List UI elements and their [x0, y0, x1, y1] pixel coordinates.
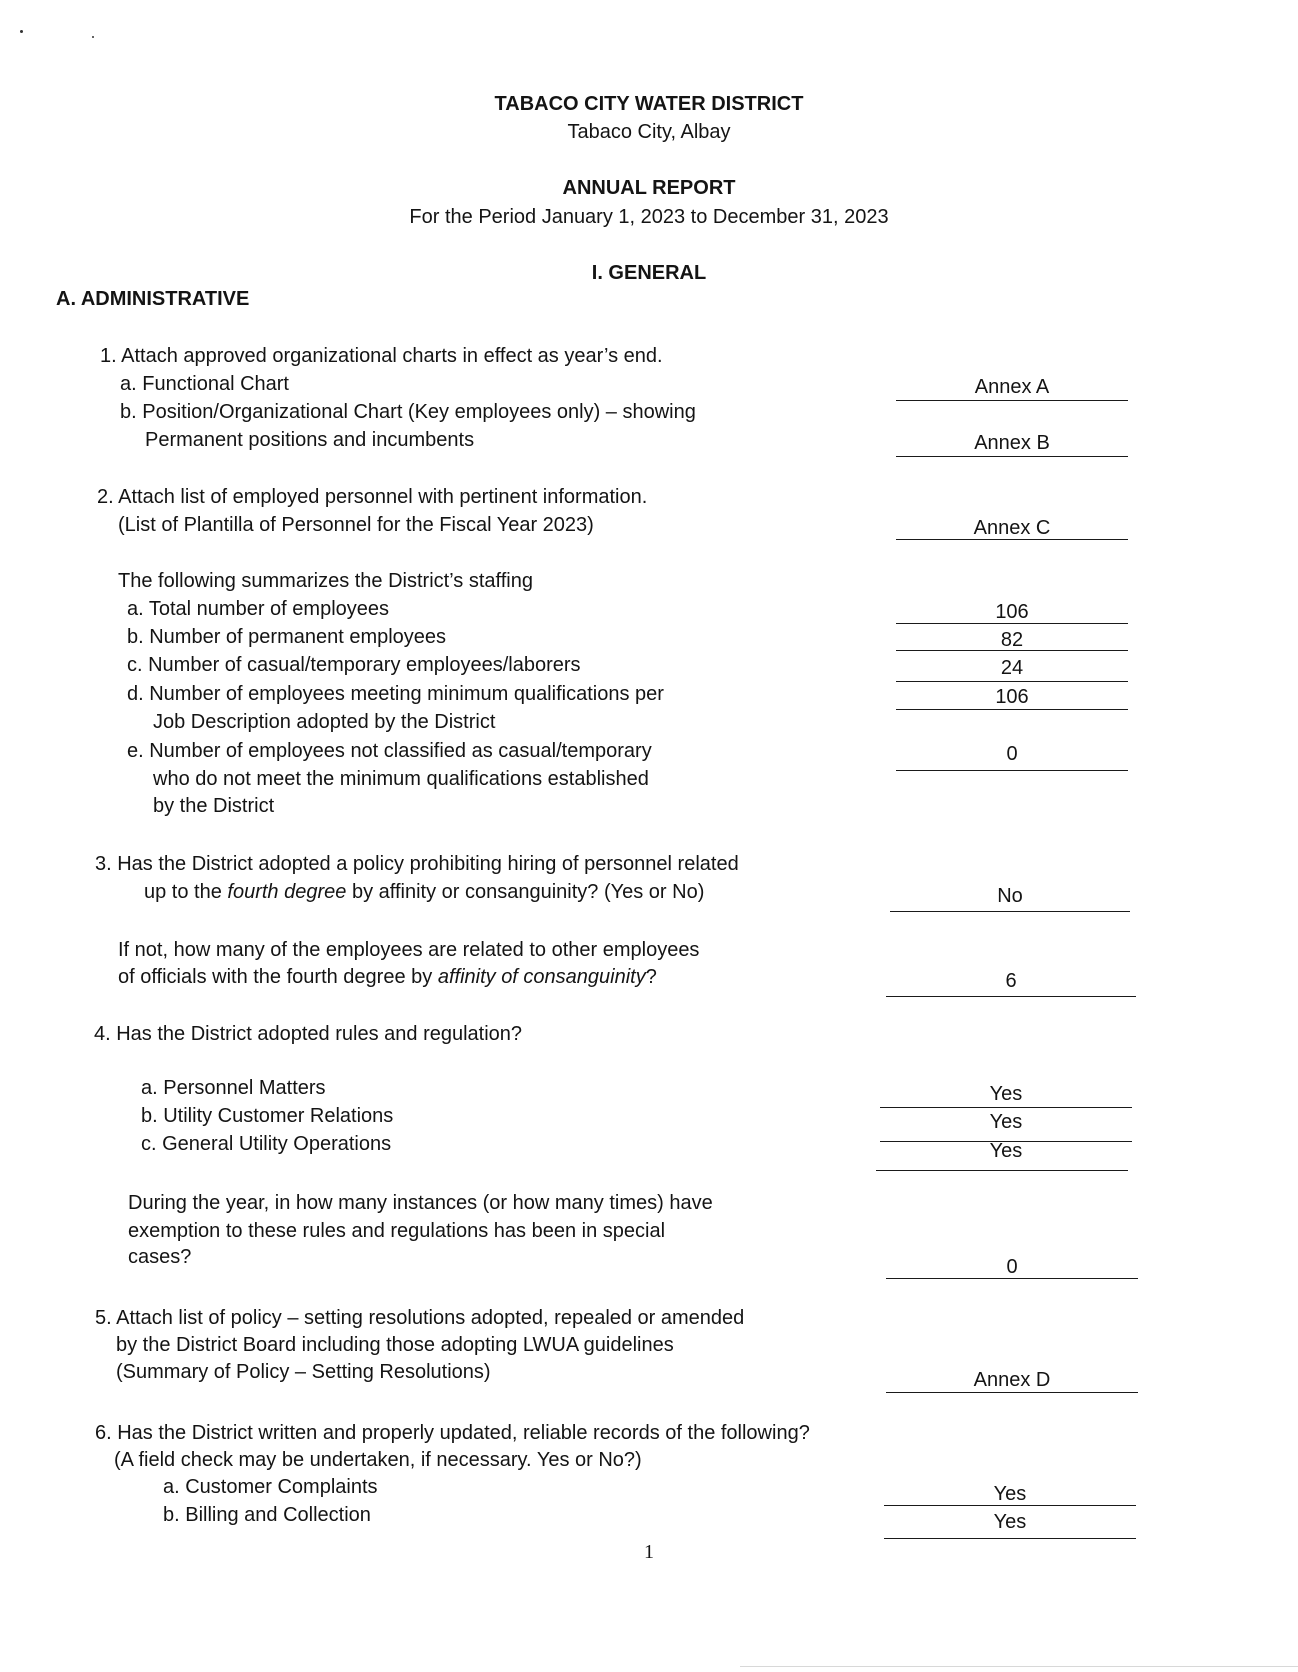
staffing-e: e. Number of employees not classified as casual/temporary — [127, 740, 652, 762]
answer-staffing-d: 106 — [995, 686, 1029, 708]
staffing-e-cont: who do not meet the minimum qualifications established — [153, 768, 649, 790]
answer-1b: Annex B — [974, 432, 1050, 454]
scan-speck — [20, 30, 23, 33]
question-6-cont: (A field check may be undertaken, if necessary. Yes or No?) — [114, 1449, 642, 1471]
answer-2: Annex C — [973, 517, 1051, 539]
answer-line — [880, 1107, 1132, 1108]
answer-4-followup: 0 — [1006, 1256, 1018, 1278]
question-4-followup-cont: exemption to these rules and regulations has been in special — [128, 1220, 666, 1242]
answer-line — [896, 709, 1128, 710]
answer-line — [896, 650, 1128, 651]
question-3: 3. Has the District adopted a policy prohibiting hiring of personnel related — [95, 853, 739, 875]
answer-staffing-c: 24 — [1000, 657, 1024, 679]
answer-line — [896, 770, 1128, 771]
answer-4a: Yes — [989, 1083, 1023, 1105]
answer-4c: Yes — [989, 1140, 1023, 1162]
staffing-d: d. Number of employees meeting minimum qualifications per — [127, 683, 664, 705]
emphasis-fourth-degree: fourth degree — [227, 881, 347, 903]
question-1b: b. Position/Organizational Chart (Key employees only) – showing — [120, 401, 696, 423]
question-5: 5. Attach list of policy – setting resolutions adopted, repealed or amended — [95, 1307, 745, 1329]
question-4a: a. Personnel Matters — [141, 1077, 326, 1099]
question-5-cont: by the District Board including those adopting LWUA guidelines — [116, 1334, 674, 1356]
answer-6a: Yes — [993, 1483, 1027, 1505]
answer-line — [876, 1170, 1128, 1171]
staffing-intro: The following summarizes the District’s staffing — [118, 570, 533, 592]
answer-line — [884, 1505, 1136, 1506]
answer-staffing-a: 106 — [995, 601, 1029, 623]
question-3-cont: up to the fourth degree by affinity or consanguinity? (Yes or No) — [144, 881, 705, 903]
question-4b: b. Utility Customer Relations — [141, 1105, 394, 1127]
org-name: TABACO CITY WATER DISTRICT — [494, 93, 804, 115]
answer-3-followup: 6 — [1005, 970, 1017, 992]
answer-line — [886, 1278, 1138, 1279]
question-3-followup-cont: of officials with the fourth degree by affinity of consanguinity? — [118, 966, 657, 988]
question-4-followup-cont: cases? — [128, 1246, 192, 1268]
answer-staffing-e: 0 — [1006, 743, 1018, 765]
question-3-followup: If not, how many of the employees are related to other employees — [118, 939, 700, 961]
answer-line — [886, 996, 1136, 997]
question-4-followup: During the year, in how many instances (or how many times) have — [128, 1192, 713, 1214]
question-1b-cont: Permanent positions and incumbents — [145, 429, 475, 451]
report-period: For the Period January 1, 2023 to December 31, 2023 — [409, 206, 889, 228]
scan-edge — [740, 1666, 1298, 1667]
answer-line — [896, 456, 1128, 457]
org-location: Tabaco City, Albay — [567, 121, 731, 143]
question-5-cont: (Summary of Policy – Setting Resolutions) — [116, 1361, 491, 1383]
answer-staffing-b: 82 — [1000, 629, 1024, 651]
question-6a: a. Customer Complaints — [163, 1476, 378, 1498]
question-6b: b. Billing and Collection — [163, 1504, 371, 1526]
answer-line — [886, 1392, 1138, 1393]
question-4c: c. General Utility Operations — [141, 1133, 392, 1155]
staffing-e-cont: by the District — [153, 795, 275, 817]
question-1a: a. Functional Chart — [120, 373, 289, 395]
question-1: 1. Attach approved organizational charts in effect as year’s end. — [100, 345, 663, 367]
page-number: 1 — [644, 1541, 654, 1563]
section-heading: I. GENERAL — [591, 262, 707, 284]
answer-line — [884, 1538, 1136, 1539]
staffing-d-cont: Job Description adopted by the District — [153, 711, 496, 733]
answer-4b: Yes — [989, 1111, 1023, 1133]
question-2: 2. Attach list of employed personnel with pertinent information. — [97, 486, 648, 508]
report-title: ANNUAL REPORT — [562, 177, 736, 199]
subsection-heading: A. ADMINISTRATIVE — [56, 288, 250, 310]
answer-line — [896, 623, 1128, 624]
emphasis-affinity: affinity of consanguinity — [437, 966, 646, 988]
question-2-cont: (List of Plantilla of Personnel for the Fiscal Year 2023) — [118, 514, 594, 536]
answer-line — [890, 911, 1130, 912]
staffing-a: a. Total number of employees — [127, 598, 390, 620]
answer-line — [896, 400, 1128, 401]
question-4: 4. Has the District adopted rules and regulation? — [94, 1023, 523, 1045]
answer-line — [896, 539, 1128, 540]
answer-5: Annex D — [973, 1369, 1051, 1391]
answer-6b: Yes — [993, 1511, 1027, 1533]
staffing-b: b. Number of permanent employees — [127, 626, 447, 648]
answer-3: No — [997, 885, 1023, 907]
scan-speck — [92, 36, 94, 38]
question-6: 6. Has the District written and properly updated, reliable records of the following? — [95, 1422, 810, 1444]
staffing-c: c. Number of casual/temporary employees/laborers — [127, 654, 581, 676]
answer-line — [896, 681, 1128, 682]
answer-1a: Annex A — [974, 376, 1050, 398]
